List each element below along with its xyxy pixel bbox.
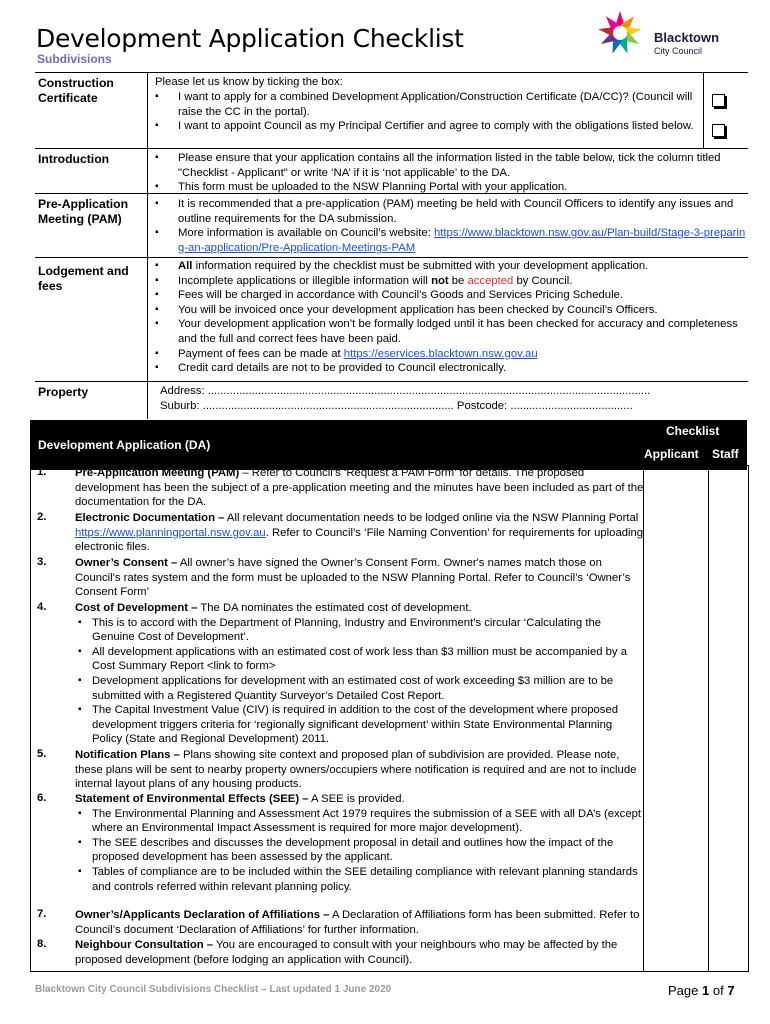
council-logo: [592, 8, 738, 56]
item-body: [75, 556, 645, 600]
highlight-text: accepted: [467, 274, 514, 287]
page-subtitle: Subdivisions: [37, 52, 112, 66]
sub-list-item: ▪ All development applications with an estimated cost of work less than $3 million must be accompanied by a Cost Summary Report <link to form>: [75, 645, 645, 674]
list-item: [151, 226, 746, 255]
item-number: 7.: [37, 908, 47, 920]
bold-text: All: [178, 260, 193, 272]
suburb-postcode-field[interactable]: Suburb: ................................................................................ Postcode: .......................................: [160, 400, 633, 412]
item-number: 2.: [37, 511, 47, 523]
sub-list-item: ▪ Tables of compliance are to be included within the SEE detailing compliance with relevant planning standards and controls referred within relevant planning policy.: [75, 865, 645, 894]
item-number: 5.: [37, 748, 47, 760]
section-label-pam: Pre-Application Meeting (PAM): [38, 197, 129, 226]
item-text: The DA nominates the estimated cost of development.: [197, 602, 472, 614]
item-number: 4.: [37, 601, 47, 613]
applicant-column-header: Applicant: [644, 447, 699, 461]
list-item: ▪ Fees will be charged in accordance with Council’s Goods and Services Pricing Schedule.: [151, 288, 746, 303]
footer-text: Blacktown City Council Subdivisions Checklist – Last updated 1 June 2020: [35, 984, 392, 995]
cc-list: [151, 90, 698, 134]
divider: [708, 466, 709, 971]
divider: [35, 148, 748, 149]
page-total: 7: [727, 983, 735, 998]
star-logo-icon: [592, 8, 652, 58]
list-item: [151, 274, 746, 289]
sub-list: [75, 807, 645, 895]
pam-info-text: More information is available on Council’s website:: [178, 227, 434, 240]
item-text: All owner’s have signed the Owner’s Consent Form. Owner's names match those on Council's rates system and the form must be uploaded to the NSW Planning Portal. Refer to Council’s ‘Owner’s Consent Form’: [75, 557, 631, 599]
logo-title: Blacktown: [654, 30, 720, 45]
item-number: 3.: [37, 556, 47, 568]
item-body: [75, 908, 645, 937]
sub-list-item: ▪ The SEE describes and discusses the development proposal in detail and outlines how the impact of the proposed development has been assessed by the applicant.: [75, 836, 645, 865]
checkbox-da-cc[interactable]: [712, 94, 725, 107]
item-text: . Refer to Council’s ‘File Naming Convention’ for requirements for uploading electronic files.: [75, 526, 644, 554]
introduction-list: [151, 151, 746, 195]
checklist-header: Checklist: [666, 424, 720, 438]
item-title: Notification Plans –: [75, 749, 180, 761]
text: by Council.: [513, 274, 573, 287]
list-item: [151, 259, 746, 274]
address-field[interactable]: Address: .............................................................................................................................................: [160, 385, 651, 397]
list-item: ▪ You will be invoiced once your development application has been checked by Council’s Officers.: [151, 303, 746, 318]
section-label-property: Property: [38, 385, 89, 399]
divider: [35, 72, 748, 73]
sub-list-item: ▪ The Capital Investment Value (CIV) is required in addition to the cost of the development where proposed development triggers criteria for ‘regionally significant development’ within State Environmental Planning Policy (State and Regional Development) 2011.: [75, 703, 645, 747]
item-body: [75, 511, 645, 555]
cc-intro: Please let us know by ticking the box:: [155, 76, 343, 88]
item-text: All relevant documentation needs to be lodged online via the NSW Planning Portal: [224, 512, 639, 524]
divider: [35, 381, 748, 382]
page-number: [668, 983, 735, 998]
pam-list: [151, 197, 746, 255]
text: Incomplete applications or illegible information will: [178, 274, 432, 287]
item-title: Statement of Environmental Effects (SEE) –: [75, 793, 309, 805]
item-number: 1.: [37, 466, 47, 478]
divider: [703, 72, 704, 148]
item-body: [75, 601, 645, 747]
sub-list: [75, 616, 645, 747]
list-item: [151, 347, 746, 362]
eservices-link[interactable]: https://eservices.blacktown.nsw.gov.au: [343, 347, 538, 360]
divider: [147, 72, 148, 419]
item-body: [75, 792, 645, 894]
item-text: – Refer to Council’s ‘Request a PAM Form’ for details. The proposed development has been the subject of a pre-application meeting and the minutes have been included as part of the documentation for the DA.: [75, 467, 644, 509]
text: be: [448, 274, 468, 287]
item-number: 6.: [37, 792, 47, 804]
sub-list-item: ▪ Development applications for development with an estimated cost of work exceeding $3 million are to be submitted with a Registered Quantity Surveyor’s Detailed Cost Report.: [75, 674, 645, 703]
page-current: 1: [702, 983, 710, 998]
logo-subtitle: City Council: [654, 46, 703, 56]
da-table-title: Development Application (DA): [38, 438, 211, 452]
sub-list-item: ▪ This is to accord with the Department of Planning, Industry and Environment’s circular ‘Calculating the Genuine Cost of Development’.: [75, 616, 645, 645]
section-label-construction-certificate: Construction Certificate: [38, 76, 114, 105]
text: information required by the checklist must be submitted with your development application.: [192, 260, 649, 272]
item-text: A SEE is provided.: [308, 793, 405, 805]
divider: [35, 257, 748, 258]
item-body: [75, 466, 645, 510]
item-title: Owner’s Consent –: [75, 557, 178, 569]
item-text: You are encouraged to consult with your neighbours who may be affected by the proposed development (before lodging an application with Council).: [75, 939, 618, 966]
item-title: Electronic Documentation –: [75, 512, 225, 524]
item-text: Plans showing site context and proposed plan of subdivision are provided. Please note, these plans will be sent to nearby property owners/occupiers where notification is required and are not to include internal layout plans of any housing products.: [75, 749, 637, 791]
of-word: of: [712, 983, 724, 998]
item-body: [75, 938, 645, 967]
cc-option-da-cc: ▪ I want to apply for a combined Development Application/Construction Certificate (DA/CC)? (Council will raise the CC in the portal).: [151, 90, 698, 119]
item-body: [75, 748, 645, 792]
section-label-lodgement: Lodgement and fees: [38, 264, 129, 293]
page-word: Page: [668, 983, 699, 998]
sub-list-item: ▪ The Environmental Planning and Assessment Act 1979 requires the submission of a SEE with all DA’s (except where an Environmental Impact Assessment is required for more major development).: [75, 807, 645, 836]
planning-portal-link[interactable]: https://www.planningportal.nsw.gov.au: [75, 526, 266, 539]
pam-link[interactable]: https://www.blacktown.nsw.gov.au/Plan-build/Stage-3-preparing-an-application/Pre-Application-Meetings-PAM: [178, 227, 746, 254]
da-table-header: [30, 420, 747, 470]
lodgement-list: [151, 259, 746, 376]
staff-column-header: Staff: [712, 447, 739, 461]
list-item: ▪ Your development application won’t be formally lodged until it has been checked for accuracy and completeness and the full and correct fees have been paid.: [151, 317, 746, 346]
item-text: A Declaration of Affiliations form has been submitted. Refer to Council’s document ‘Declaration of Affiliations’ for further information.: [75, 909, 640, 936]
section-label-introduction: Introduction: [38, 152, 110, 166]
text: Payment of fees can be made at: [178, 347, 344, 360]
page-title: Development Application Checklist: [36, 24, 464, 53]
item-title: Owner’s/Applicants Declaration of Affiliations –: [75, 909, 330, 921]
item-title: Neighbour Consultation –: [75, 939, 214, 951]
item-title: Cost of Development –: [75, 602, 198, 614]
cc-option-principal-certifier: ▪ I want to appoint Council as my Principal Certifier and agree to comply with the obligations listed below.: [151, 119, 698, 134]
checkbox-principal-certifier[interactable]: [712, 124, 725, 137]
bold-text: not: [431, 274, 449, 287]
list-item: ▪ This form must be uploaded to the NSW Planning Portal with your application.: [151, 180, 746, 195]
item-title: Pre-Application Meeting (PAM): [75, 467, 240, 479]
list-item: ▪ It is recommended that a pre-application (PAM) meeting be held with Council Officers to identify any issues and outline requirements for the DA submission.: [151, 197, 746, 226]
list-item: ▪ Please ensure that your application contains all the information listed in the table below, tick the column titled "Checklist - Applicant" or write ‘NA’ if it is ‘not applicable’ to the DA.: [151, 151, 746, 180]
item-number: 8.: [37, 938, 47, 950]
list-item: ▪ Credit card details are not to be provided to Council electronically.: [151, 361, 746, 376]
